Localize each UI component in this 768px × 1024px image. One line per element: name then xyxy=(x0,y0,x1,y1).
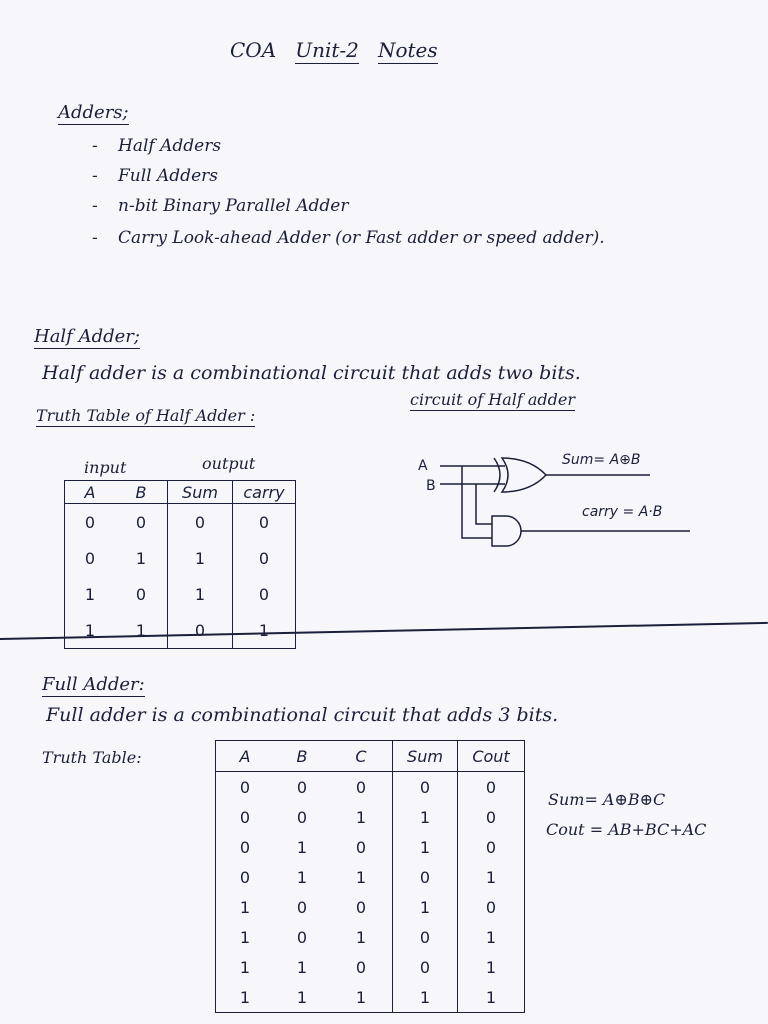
title-coa: COA xyxy=(230,38,277,62)
table-cell: 0 xyxy=(84,512,96,532)
list-dash: - xyxy=(92,196,98,216)
table-cell: 0 xyxy=(296,807,308,827)
adders-list-item xyxy=(92,228,605,248)
circuit-input-b-label: B xyxy=(426,478,436,494)
full-adder-truth-table-label: Truth Table: xyxy=(42,748,142,767)
table-cell: 1 xyxy=(458,952,525,982)
list-dash: - xyxy=(92,228,98,248)
list-dash: - xyxy=(92,166,98,186)
table-row xyxy=(65,504,296,541)
sum-equation: Sum= A⊕B xyxy=(562,452,641,468)
table-cell: 0 xyxy=(135,512,147,532)
table-row xyxy=(65,612,296,649)
table-cell: 0 xyxy=(239,807,251,827)
table-cell: 1 xyxy=(233,612,296,649)
table-cell: 1 xyxy=(239,927,251,947)
table-cell: 1 xyxy=(355,927,367,947)
table-cell: 1 xyxy=(296,837,308,857)
list-item-label: Half Adders xyxy=(118,136,222,156)
column-header: Sum xyxy=(168,481,233,504)
full-adder-sum-equation: Sum= A⊕B⊕C xyxy=(548,790,666,809)
half-adder-heading: Half Adder; xyxy=(34,326,140,347)
table-cell: 0 xyxy=(168,612,233,649)
full-adder-heading: Full Adder: xyxy=(42,674,145,695)
full-adder-cout-equation: Cout = AB+BC+AC xyxy=(546,820,707,839)
table-cell: 0 xyxy=(458,802,525,832)
table-row xyxy=(216,772,525,803)
table-row xyxy=(65,576,296,612)
table-cell: 1 xyxy=(239,957,251,977)
carry-equation: carry = A·B xyxy=(582,504,663,520)
wire-b-branch xyxy=(476,484,492,524)
output-group-label: output xyxy=(202,454,256,473)
table-cell: 1 xyxy=(84,584,96,604)
adders-list-item xyxy=(92,196,348,216)
column-header: C xyxy=(330,741,393,772)
table-row xyxy=(216,832,525,862)
table-cell: 1 xyxy=(355,807,367,827)
table-cell: 1 xyxy=(239,897,251,917)
table-cell: 1 xyxy=(355,987,367,1007)
table-cell: 0 xyxy=(393,952,458,982)
column-header: A xyxy=(65,481,116,504)
table-cell: 0 xyxy=(355,777,367,797)
table-cell: 0 xyxy=(239,777,251,797)
table-cell: 1 xyxy=(168,540,233,576)
table-cell: 1 xyxy=(393,892,458,922)
table-cell: 1 xyxy=(168,576,233,612)
table-cell: 0 xyxy=(296,927,308,947)
table-cell: 0 xyxy=(84,548,96,568)
table-cell: 0 xyxy=(168,504,233,541)
column-header: Cout xyxy=(458,741,525,772)
table-header-row xyxy=(216,741,525,772)
table-row xyxy=(65,540,296,576)
table-cell: 1 xyxy=(135,548,147,568)
table-row xyxy=(216,862,525,892)
table-cell: 1 xyxy=(135,620,147,640)
column-header: Sum xyxy=(393,741,458,772)
table-cell: 1 xyxy=(296,867,308,887)
wire-a-branch xyxy=(462,466,492,538)
table-cell: 0 xyxy=(233,504,296,541)
title-notes: Notes xyxy=(377,38,438,62)
adders-list-item xyxy=(92,166,218,186)
table-cell: 0 xyxy=(393,922,458,952)
full-adder-definition: Full adder is a combinational circuit that adds 3 bits. xyxy=(46,704,559,726)
table-cell: 1 xyxy=(458,862,525,892)
table-cell: 0 xyxy=(296,897,308,917)
xor-gate-back-icon xyxy=(494,458,500,492)
adders-heading: Adders; xyxy=(58,102,129,123)
table-cell: 0 xyxy=(458,832,525,862)
table-cell: 0 xyxy=(239,867,251,887)
half-adder-circuit-diagram xyxy=(410,440,750,560)
table-cell: 0 xyxy=(296,777,308,797)
table-cell: 1 xyxy=(458,922,525,952)
table-row xyxy=(216,982,525,1013)
table-row xyxy=(216,952,525,982)
table-cell: 1 xyxy=(393,982,458,1013)
table-cell: 0 xyxy=(233,576,296,612)
table-cell: 0 xyxy=(458,772,525,803)
table-cell: 1 xyxy=(458,982,525,1013)
input-group-label: input xyxy=(84,458,127,477)
table-cell: 0 xyxy=(393,772,458,803)
xor-gate-icon xyxy=(502,458,546,492)
table-row xyxy=(216,922,525,952)
table-cell: 0 xyxy=(355,897,367,917)
half-adder-definition: Half adder is a combinational circuit that adds two bits. xyxy=(42,362,581,384)
table-cell: 0 xyxy=(355,837,367,857)
table-cell: 1 xyxy=(296,957,308,977)
column-header: carry xyxy=(233,481,296,504)
half-adder-truth-table-label: Truth Table of Half Adder : xyxy=(36,406,256,425)
full-adder-truth-table xyxy=(215,740,525,1013)
table-cell: 0 xyxy=(135,584,147,604)
list-item-label: Full Adders xyxy=(118,166,218,186)
table-cell: 1 xyxy=(355,867,367,887)
adders-list-item xyxy=(92,136,221,156)
table-cell: 0 xyxy=(233,540,296,576)
table-cell: 1 xyxy=(393,832,458,862)
table-cell: 1 xyxy=(84,620,96,640)
table-cell: 1 xyxy=(393,802,458,832)
table-cell: 0 xyxy=(355,957,367,977)
half-adder-truth-table xyxy=(64,480,296,649)
half-adder-circuit-label: circuit of Half adder xyxy=(410,390,576,409)
column-header: A xyxy=(216,741,275,772)
page-title xyxy=(230,38,438,62)
table-cell: 0 xyxy=(239,837,251,857)
title-unit: Unit-2 xyxy=(295,38,359,62)
table-row xyxy=(216,802,525,832)
list-item-label: n-bit Binary Parallel Adder xyxy=(118,196,349,216)
table-header-row xyxy=(65,481,296,504)
column-header: B xyxy=(274,741,330,772)
table-cell: 0 xyxy=(393,862,458,892)
table-cell: 1 xyxy=(239,987,251,1007)
list-dash: - xyxy=(92,136,98,156)
and-gate-icon xyxy=(492,516,521,546)
circuit-input-a-label: A xyxy=(418,458,428,474)
table-cell: 0 xyxy=(458,892,525,922)
column-header: B xyxy=(115,481,168,504)
list-item-label: Carry Look-ahead Adder (or Fast adder or speed adder). xyxy=(118,228,605,248)
table-row xyxy=(216,892,525,922)
table-cell: 1 xyxy=(296,987,308,1007)
